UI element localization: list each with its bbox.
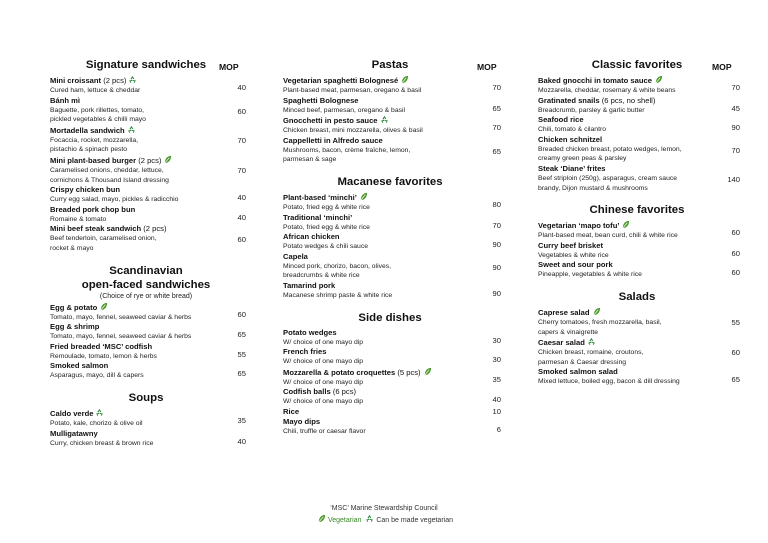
- currency-header-col3: MOP: [712, 62, 732, 72]
- item-description: Minced pork, chorizo, bacon, olives,: [283, 262, 392, 270]
- menu-item: [538, 260, 740, 280]
- msc-note: ‘MSC’ Marine Stewardship Council: [330, 505, 438, 512]
- item-price: 90: [492, 262, 501, 272]
- item-name: Smoked salmon salad: [538, 367, 618, 377]
- item-price: 55: [731, 317, 740, 327]
- item-name-row: [283, 417, 497, 427]
- item-description: W/ choice of one mayo dip: [283, 378, 364, 386]
- item-name: Egg & potato: [50, 302, 98, 312]
- item-description: Vegetables & white rice: [538, 251, 609, 259]
- item-price: 70: [492, 123, 501, 133]
- item-name-row: [283, 367, 497, 378]
- item-name-row: [50, 75, 242, 86]
- item-name: Crispy chicken bun: [50, 185, 121, 195]
- menu-item: [538, 240, 740, 261]
- leaf-icon: [423, 367, 432, 376]
- menu-item: [538, 163, 740, 193]
- section-title: Signature sandwiches: [85, 59, 207, 71]
- item-name: Breaded pork chop bun: [50, 204, 136, 214]
- menu-item: [538, 75, 740, 96]
- item-description: Beef tenderloin, caramelised onion,: [50, 235, 157, 243]
- item-description: capers & vinaigrette: [538, 328, 599, 336]
- menu-item: [283, 192, 501, 213]
- item-description: Beef striploin (250g), asparagus, cream sauce: [538, 174, 678, 182]
- item-description: Mozzarella, cheddar, rosemary & white beans: [538, 87, 676, 94]
- item-price: 70: [492, 220, 501, 230]
- menu-item: [283, 115, 501, 136]
- item-name: Mini plant-based burger: [50, 155, 137, 165]
- menu-item: [50, 224, 246, 253]
- item-description: Macanese shrimp paste & white rice: [283, 291, 393, 299]
- item-description: Potato, fried egg & white rice: [283, 203, 370, 211]
- menu-item: [50, 408, 246, 429]
- item-description: Potato wedges & chili sauce: [283, 243, 369, 251]
- item-price: 80: [492, 199, 501, 209]
- item-description: Minced beef, parmesan, oregano & basil: [283, 106, 406, 114]
- item-name: Cappelletti in Alfredo sauce: [283, 135, 383, 145]
- item-description: Tomato, mayo, fennel, seaweed caviar & herbs: [50, 333, 192, 341]
- section-title: Classic favorites: [591, 59, 683, 71]
- menu-item: [283, 212, 501, 233]
- recycle-icon: [95, 408, 104, 417]
- menu-section: [538, 203, 740, 280]
- menu-item: [50, 302, 246, 323]
- item-name: Mini beef steak sandwich: [50, 224, 142, 234]
- item-name-row: [283, 387, 497, 397]
- menu-item: [283, 406, 501, 417]
- leaf-icon: [654, 75, 663, 84]
- item-price: 90: [492, 288, 501, 298]
- item-description: Pineapple, vegetables & white rice: [538, 271, 642, 279]
- item-name-row: [50, 302, 242, 313]
- item-description: pickled vegetables & chilli mayo: [50, 116, 146, 124]
- item-name-row: [538, 367, 736, 377]
- leaf-icon: [163, 155, 172, 164]
- menu-item: [538, 367, 740, 387]
- item-price: 60: [731, 348, 740, 358]
- item-name-row: [50, 96, 242, 106]
- item-name-row: [283, 192, 497, 203]
- item-description: Chicken breast, romaine, croutons,: [538, 349, 644, 357]
- item-name-row: [50, 205, 242, 215]
- menu-item: [50, 95, 246, 125]
- item-description: pistachio & spinach pesto: [50, 146, 128, 154]
- item-description: Focaccia, rocket, mozzarella,: [50, 136, 139, 144]
- item-name: Spaghetti Bolognese: [283, 95, 359, 105]
- item-name-row: [283, 136, 497, 146]
- item-name-row: [283, 213, 497, 223]
- section-title: Scandinavian: [109, 264, 183, 277]
- item-description: Chicken breast, mini mozzarella, olives & basil: [283, 127, 423, 135]
- currency-header-col1: MOP: [219, 62, 239, 72]
- item-description: Potato, kale, chorizo & olive oil: [50, 419, 143, 427]
- item-name-row: [283, 75, 497, 86]
- item-name-row: [538, 307, 736, 318]
- item-description: W/ choice of one mayo dip: [283, 358, 364, 366]
- section-title: Side dishes: [358, 311, 422, 324]
- leaf-icon: [621, 220, 630, 229]
- item-price: 6: [496, 424, 501, 434]
- item-description: W/ choice of one mayo dip: [283, 398, 364, 406]
- menu-item: [283, 367, 501, 388]
- item-description: brandy, Dijon mustard & mushrooms: [538, 184, 648, 192]
- section-title: Salads: [618, 290, 656, 303]
- item-description: Chili, tomato & cilantro: [538, 126, 606, 134]
- menu-item: [50, 155, 246, 185]
- menu-item: [50, 75, 246, 96]
- item-price: 30: [492, 335, 501, 345]
- item-name: Gnocchetti in pesto sauce: [283, 116, 378, 126]
- item-price: 140: [727, 174, 740, 184]
- item-name: Tamarind pork: [283, 280, 336, 290]
- item-name: Smoked salmon: [50, 361, 109, 371]
- item-price: 70: [237, 165, 246, 175]
- item-price: 60: [237, 309, 246, 319]
- item-name: Gratinated snails: [538, 95, 600, 105]
- item-name: Baked gnocchi in tomato sauce: [538, 76, 652, 85]
- menu-item: [283, 280, 501, 301]
- item-name: Egg & shrimp: [50, 322, 100, 332]
- item-name-row: [50, 125, 242, 136]
- item-name-row: [283, 252, 497, 262]
- item-description: breadcrumbs & white rice: [283, 272, 360, 280]
- item-name: Sweet and sour pork: [538, 260, 613, 270]
- item-description: parmesan & Caesar dressing: [538, 358, 627, 366]
- menu-item: [538, 307, 740, 337]
- menu-item: [538, 220, 740, 241]
- section-title: open-faced sandwiches: [81, 278, 211, 291]
- item-quantity: (6 pcs): [332, 387, 357, 397]
- item-description: Caramelised onions, cheddar, lettuce,: [50, 166, 164, 174]
- item-name: Rice: [283, 406, 300, 416]
- item-description: Curry, chicken breast & brown rice: [50, 439, 154, 447]
- item-price: 10: [492, 406, 501, 416]
- menu-item: [283, 327, 501, 348]
- item-name: Bánh mì: [50, 95, 80, 105]
- item-name: Caprese salad: [538, 307, 590, 317]
- item-price: 65: [237, 369, 246, 379]
- item-name-row: [50, 408, 242, 419]
- item-description: Plant-based meat, bean curd, chili & white rice: [538, 232, 678, 240]
- item-name: Capela: [283, 251, 308, 261]
- item-price: 40: [237, 193, 246, 203]
- item-name: Steak ‘Diane’ frites: [538, 163, 606, 173]
- item-description: Chili, truffle or caesar flavor: [283, 427, 366, 435]
- item-name-row: [283, 281, 497, 291]
- menu-section: [283, 311, 501, 437]
- item-name: Mayo dips: [283, 416, 321, 426]
- item-name-row: [50, 155, 242, 166]
- menu-item: [538, 95, 740, 116]
- item-name: Seafood rice: [538, 115, 584, 125]
- item-name: Potato wedges: [283, 327, 337, 337]
- section-title: Macanese favorites: [337, 175, 443, 188]
- menu-item: [538, 337, 740, 367]
- item-description: W/ choice of one mayo dip: [283, 338, 364, 346]
- item-price: 70: [731, 145, 740, 155]
- item-name: Traditional ‘minchi’: [283, 212, 353, 222]
- menu-item: [283, 95, 501, 116]
- item-name-row: [50, 224, 242, 234]
- can-be-vegetarian-label: Can be made vegetarian: [376, 517, 453, 524]
- item-description: creamy green peas & parsley: [538, 155, 627, 163]
- item-quantity: (5 pcs): [397, 367, 421, 377]
- recycle-icon: [380, 115, 389, 124]
- item-price: 40: [237, 212, 246, 222]
- menu-item: [50, 428, 246, 449]
- item-quantity: (6 pcs, no shell): [601, 95, 656, 105]
- item-price: 90: [731, 123, 740, 133]
- item-name: Caldo verde: [50, 408, 94, 418]
- item-name-row: [538, 135, 736, 145]
- item-description: Mushrooms, bacon, crème fraîche, lemon,: [283, 146, 411, 154]
- legend-footer: [0, 504, 768, 526]
- item-description: Plant-based meat, parmesan, oregano & basil: [283, 87, 422, 94]
- item-price: 55: [237, 349, 246, 359]
- section-title: Soups: [128, 391, 164, 404]
- item-name-row: [538, 260, 736, 270]
- item-name: Mulligatawny: [50, 428, 98, 438]
- item-name-row: [538, 75, 736, 86]
- item-name-row: [538, 164, 736, 174]
- item-quantity: (2 pcs): [143, 224, 167, 234]
- item-name-row: [283, 232, 497, 242]
- item-name: Mortadella sandwich: [50, 125, 125, 135]
- leaf-icon: [592, 307, 601, 316]
- menu-section: [50, 391, 246, 448]
- menu-section: [283, 175, 501, 301]
- item-price: 60: [731, 248, 740, 258]
- menu-column-2: [283, 58, 501, 437]
- section-title: Chinese favorites: [589, 204, 685, 217]
- item-description: Curry egg salad, mayo, pickles & radicchio: [50, 196, 179, 204]
- item-price: 70: [492, 83, 501, 92]
- item-name-row: [538, 337, 736, 348]
- item-name-row: [538, 241, 736, 251]
- menu-item: [538, 134, 740, 164]
- menu-item: [50, 125, 246, 155]
- item-name: Mini croissant: [50, 76, 102, 85]
- item-price: 40: [237, 83, 246, 92]
- item-price: 45: [731, 103, 740, 113]
- item-name-row: [50, 342, 242, 352]
- menu-section: [283, 58, 501, 165]
- item-description: Breadcrumb, parsley & garlic butter: [538, 106, 645, 114]
- item-name-row: [538, 96, 736, 106]
- menu-section: [50, 264, 246, 381]
- item-name: African chicken: [283, 232, 340, 242]
- item-description: Tomato, mayo, fennel, seaweed caviar & herbs: [50, 313, 192, 321]
- item-description: parmesan & sage: [283, 156, 337, 164]
- menu-item: [50, 204, 246, 225]
- item-price: 35: [237, 415, 246, 425]
- item-price: 60: [237, 235, 246, 245]
- item-name-row: [283, 407, 497, 417]
- section-subtitle: (Choice of rye or white bread): [99, 292, 193, 300]
- leaf-icon: [359, 192, 368, 201]
- menu-item: [283, 251, 501, 281]
- item-name: French fries: [283, 347, 327, 357]
- item-quantity: (2 pcs): [103, 76, 127, 85]
- menu-section: [538, 58, 740, 193]
- item-price: 70: [731, 83, 740, 92]
- menu-item: [538, 115, 740, 135]
- menu-item: [283, 135, 501, 165]
- menu-column-1: [50, 58, 246, 448]
- item-price: 65: [492, 103, 501, 113]
- menu-item: [50, 322, 246, 342]
- item-description: Asparagus, mayo, dill & capers: [50, 372, 144, 380]
- item-name-row: [283, 328, 497, 338]
- currency-header-col2: MOP: [477, 62, 497, 72]
- leaf-icon: [317, 514, 326, 523]
- item-price: 90: [492, 240, 501, 250]
- menu-item: [50, 361, 246, 381]
- item-description: Remoulade, tomato, lemon & herbs: [50, 352, 157, 360]
- item-name-row: [283, 115, 497, 126]
- item-name: Codfish balls: [283, 387, 331, 397]
- item-price: 65: [237, 330, 246, 340]
- menu-item: [50, 185, 246, 205]
- item-description: Cured ham, lettuce & cheddar: [50, 87, 141, 94]
- item-name-row: [50, 429, 242, 439]
- item-price: 40: [237, 436, 246, 446]
- item-name: Plant-based ‘minchi’: [283, 192, 357, 202]
- item-price: 60: [731, 268, 740, 278]
- item-description: Breaded chicken breast, potato wedges, lemon,: [538, 145, 682, 153]
- item-name-row: [538, 115, 736, 125]
- leaf-icon: [99, 302, 108, 311]
- menu-section: [538, 290, 740, 387]
- menu-column-3: [538, 58, 740, 387]
- item-price: 60: [731, 228, 740, 238]
- item-price: 30: [492, 355, 501, 365]
- recycle-icon: [127, 125, 136, 134]
- item-name: Caesar salad: [538, 338, 585, 348]
- item-description: Baguette, pork rillettes, tomato,: [50, 106, 145, 114]
- item-price: 65: [731, 375, 740, 385]
- item-name-row: [50, 361, 242, 371]
- item-price: 60: [237, 106, 246, 116]
- item-name: Mozzarella & potato croquettes: [283, 367, 396, 377]
- item-name: Vegetarian spaghetti Bolognesé: [283, 76, 399, 85]
- recycle-icon: [587, 337, 596, 346]
- legend-line: [0, 514, 768, 526]
- menu-item: [283, 416, 501, 437]
- item-price: 65: [492, 146, 501, 156]
- item-name: Chicken schnitzel: [538, 134, 603, 144]
- recycle-icon: [365, 514, 374, 523]
- menu-section: [50, 58, 246, 254]
- item-name-row: [50, 185, 242, 195]
- item-description: Cherry tomatoes, fresh mozzarella, basil,: [538, 318, 662, 326]
- section-title: Pastas: [371, 59, 409, 71]
- item-quantity: (2 pcs): [138, 155, 162, 165]
- item-description: cornichons & Thousand Island dressing: [50, 176, 169, 184]
- item-description: Mixed lettuce, boiled egg, bacon & dill dressing: [538, 378, 680, 386]
- item-description: rocket & mayo: [50, 244, 94, 252]
- menu-item: [283, 347, 501, 367]
- vegetarian-label: Vegetarian: [327, 517, 362, 524]
- recycle-icon: [128, 75, 137, 84]
- item-description: Romaine & tomato: [50, 215, 107, 223]
- item-name-row: [283, 96, 497, 106]
- item-name: Curry beef brisket: [538, 240, 603, 250]
- item-price: 35: [492, 374, 501, 384]
- item-price: 40: [492, 395, 501, 405]
- menu-item: [50, 341, 246, 362]
- item-name-row: [50, 322, 242, 332]
- item-name-row: [283, 347, 497, 357]
- item-name: Fried breaded ‘MSC’ codfish: [50, 341, 153, 351]
- item-name: Vegetarian ‘mapo tofu’: [538, 221, 620, 231]
- menu-item: [283, 387, 501, 407]
- item-name-row: [538, 220, 736, 231]
- item-description: Potato, fried egg & white rice: [283, 223, 370, 231]
- item-price: 70: [237, 135, 246, 145]
- menu-item: [283, 75, 501, 96]
- leaf-icon: [400, 75, 409, 84]
- menu-item: [283, 232, 501, 252]
